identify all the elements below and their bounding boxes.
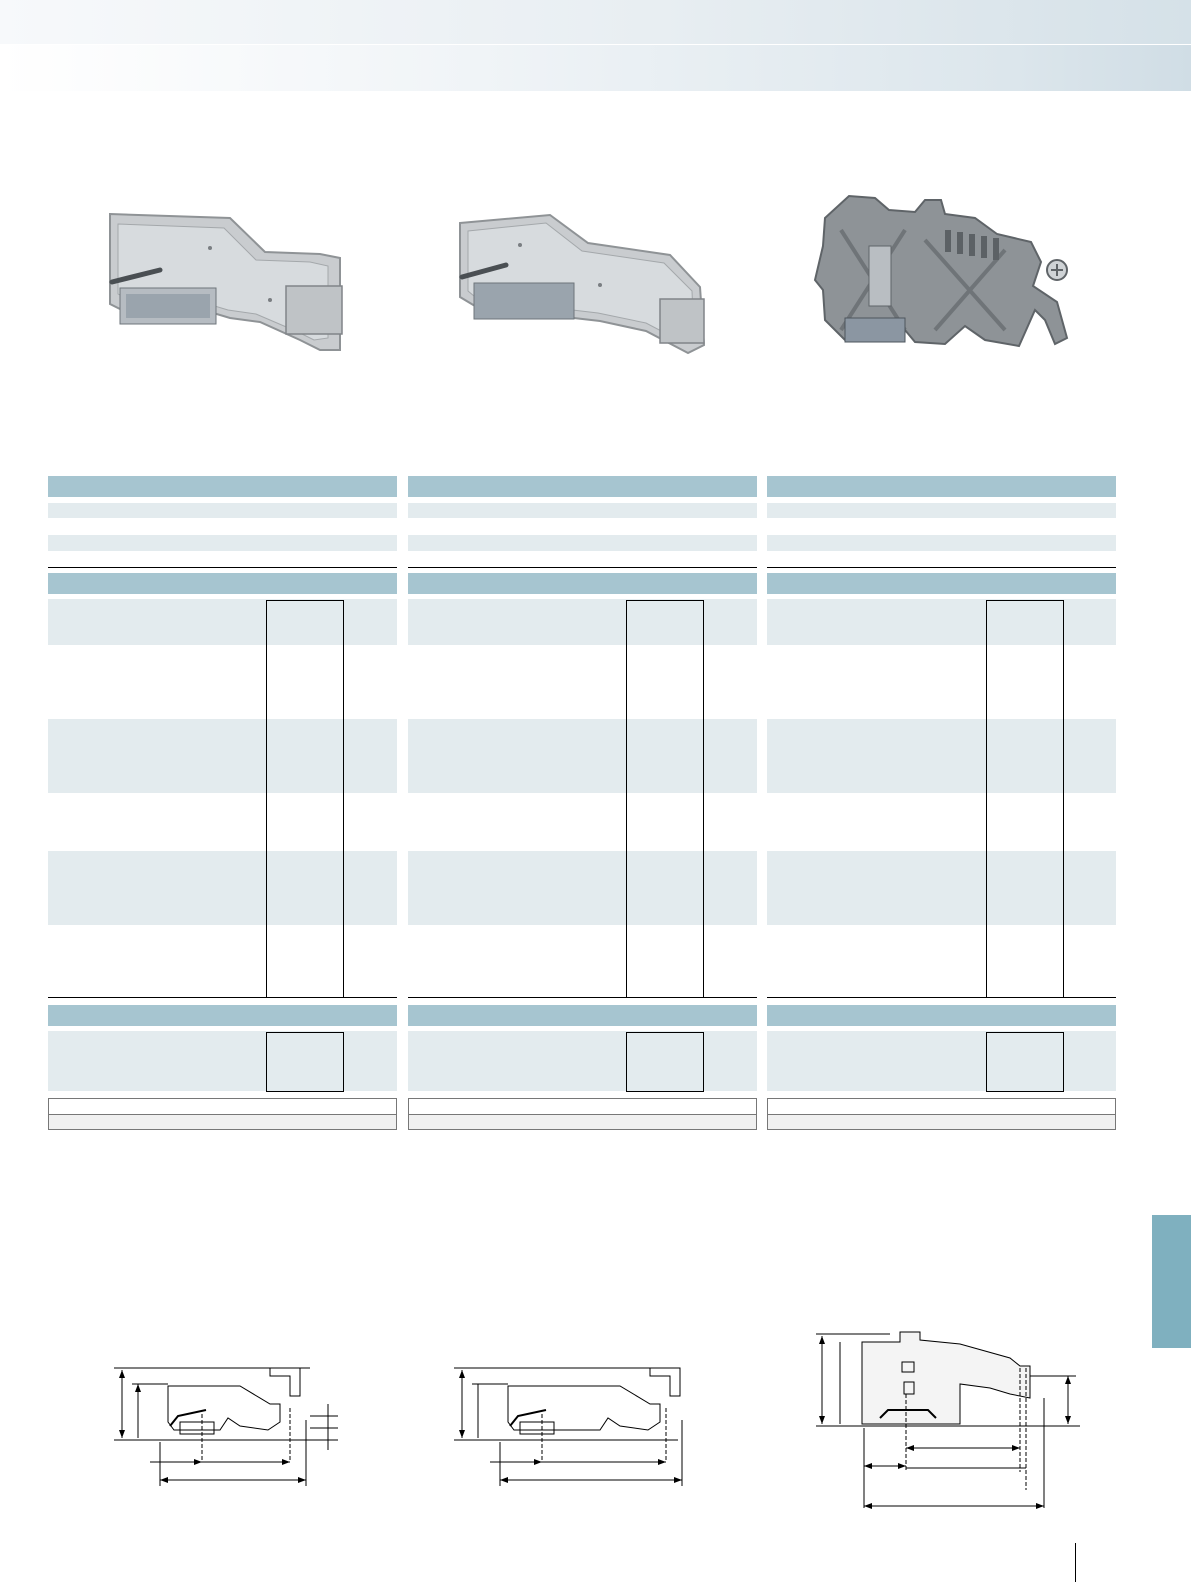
col3-section-bar bbox=[767, 573, 1116, 594]
col3-value-box bbox=[986, 600, 1064, 998]
product-image-3 bbox=[805, 190, 1085, 370]
page-marker bbox=[1075, 1543, 1076, 1582]
col2-section-bar bbox=[408, 1005, 757, 1026]
col2-value-box bbox=[626, 600, 704, 998]
col1-value-box bbox=[266, 1032, 344, 1092]
col2-row bbox=[408, 535, 757, 551]
dimension-drawing-2 bbox=[450, 1360, 690, 1490]
col3-header-bar bbox=[767, 476, 1116, 497]
section-side-tab[interactable] bbox=[1152, 1215, 1191, 1348]
col2-divider bbox=[408, 567, 757, 568]
col2-row bbox=[408, 851, 757, 925]
col3-row bbox=[767, 503, 1116, 518]
col1-section-bar bbox=[48, 573, 397, 594]
col1-row bbox=[48, 599, 397, 645]
col1-row bbox=[48, 719, 397, 793]
col1-divider bbox=[48, 997, 397, 998]
col2-row bbox=[408, 503, 757, 518]
dimension-drawing-3 bbox=[810, 1328, 1080, 1518]
col1-row bbox=[48, 535, 397, 551]
col1-row bbox=[48, 851, 397, 925]
col2-footer-box bbox=[408, 1098, 757, 1130]
col1-footer-box bbox=[48, 1098, 397, 1130]
col3-divider bbox=[767, 997, 1116, 998]
col1-value-box bbox=[266, 600, 344, 998]
col1-section-bar bbox=[48, 1005, 397, 1026]
product-image-1 bbox=[90, 200, 370, 360]
col2-row bbox=[408, 1031, 757, 1091]
col2-section-bar bbox=[408, 573, 757, 594]
col3-section-bar bbox=[767, 1005, 1116, 1026]
page-subheader-band bbox=[0, 45, 1191, 91]
col3-footer-box bbox=[767, 1098, 1116, 1130]
page-header-band bbox=[0, 0, 1191, 44]
col2-divider bbox=[408, 997, 757, 998]
col1-row bbox=[48, 1031, 397, 1091]
product-image-2 bbox=[450, 205, 730, 365]
col2-header-bar bbox=[408, 476, 757, 497]
col2-value-box bbox=[626, 1032, 704, 1092]
col3-row bbox=[767, 535, 1116, 551]
col1-divider bbox=[48, 567, 397, 568]
dimension-drawing-1 bbox=[110, 1360, 350, 1490]
col3-value-box bbox=[986, 1032, 1064, 1092]
col2-row bbox=[408, 719, 757, 793]
col1-header-bar bbox=[48, 476, 397, 497]
col1-row bbox=[48, 503, 397, 518]
col2-row bbox=[408, 599, 757, 645]
col3-divider bbox=[767, 567, 1116, 568]
